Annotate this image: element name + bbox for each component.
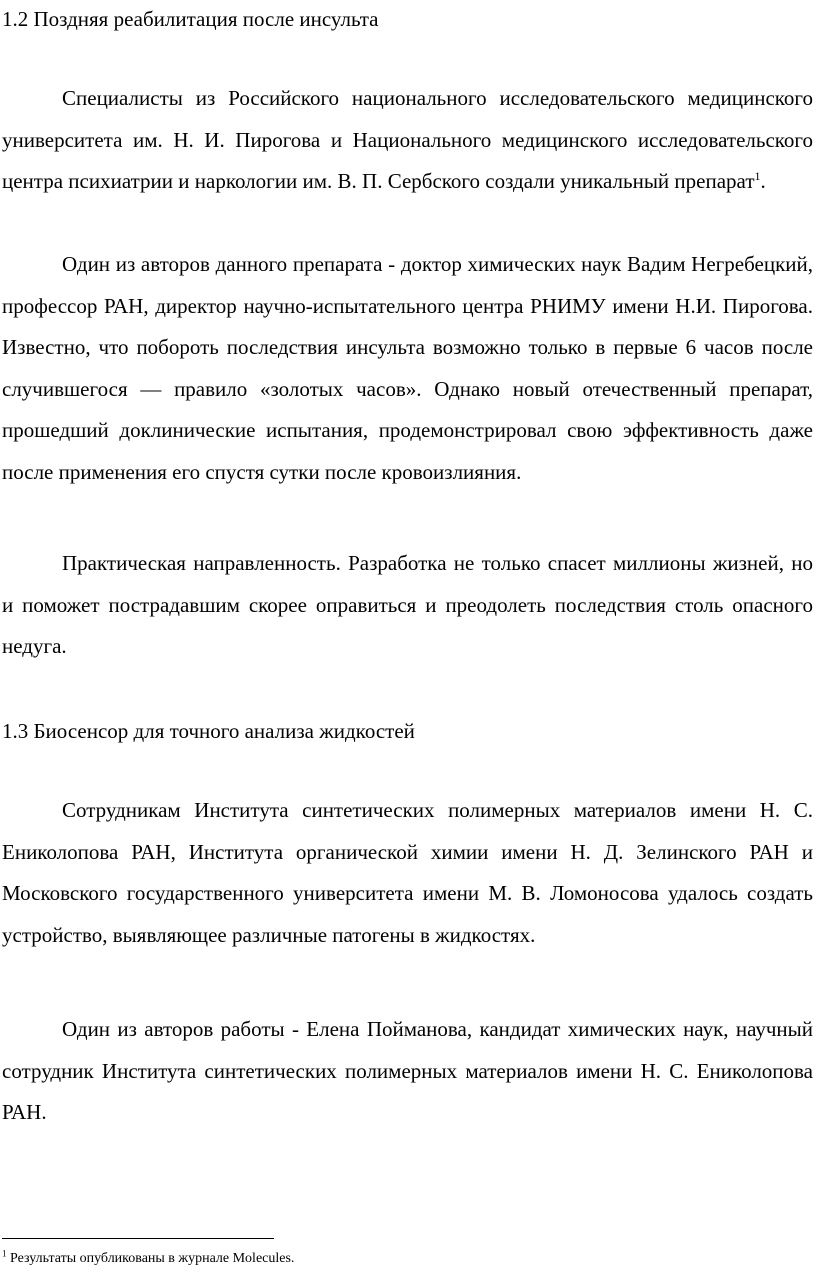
- section-heading-1-3: 1.3 Биосенсор для точного анализа жидкостей: [2, 719, 415, 743]
- paragraph-specialists-end: .: [760, 169, 766, 193]
- footnote-text: Результаты опубликованы в журнале Molecules.: [6, 1251, 295, 1266]
- footnote-reference: 1: [754, 169, 761, 183]
- paragraph-specialists-text: Специалисты из Российского национального исследовательского медицинского университета им. Н. И. Пирогова и Национального медицинского исследовательского центра психиатрии и наркологии им. В. П. Сербского создали уникальный препарат: [2, 86, 813, 193]
- section-heading-1-2: 1.2 Поздняя реабилитация после инсульта: [2, 7, 379, 31]
- paragraph-specialists: [2, 78, 813, 203]
- paragraph-authors-biosensor: Один из авторов работы - Елена Пойманова, кандидат химических наук, научный сотрудник Института синтетических полимерных материалов имени Н. С. Ениколопова РАН.: [2, 1017, 813, 1124]
- footnote-separator: [2, 1238, 274, 1239]
- paragraph-authors-drug: Один из авторов данного препарата - доктор химических наук Вадим Негребецкий, профессор РАН, директор научно-испытательного центра РНИМУ имени Н.И. Пирогова. Известно, что побороть последствия инсульта возможно только в первые 6 часов после случившегося — правило «золотых часов». Однако новый отечественный препарат, прошедший доклинические испытания, продемонстрировал свою эффективность даже после применения его спустя сутки после кровоизлияния.: [2, 252, 813, 484]
- footnote-marker: 1: [2, 1248, 7, 1259]
- paragraph-practical: Практическая направленность. Разработка не только спасет миллионы жизней, но и поможет пострадавшим скорее оправиться и преодолеть последствия столь опасного недуга.: [2, 551, 813, 658]
- paragraph-biosensor: Сотрудникам Института синтетических полимерных материалов имени Н. С. Ениколопова РАН, Института органической химии имени Н. Д. Зелинского РАН и Московского государственного университета имени М. В. Ломоносова удалось создать устройство, выявляющее различные патогены в жидкостях.: [2, 798, 813, 947]
- footnote: [2, 1250, 294, 1268]
